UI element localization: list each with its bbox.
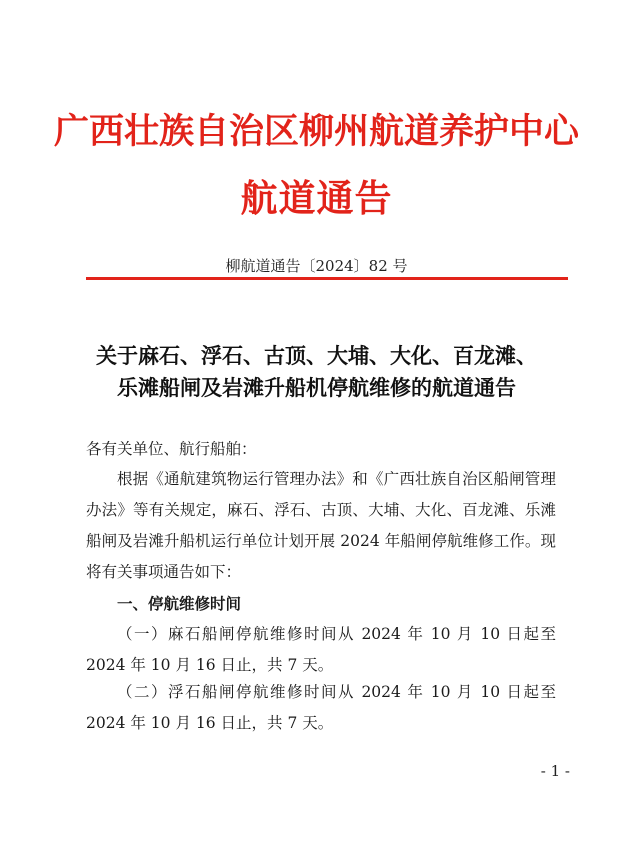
list-item: （一）麻石船闸停航维修时间从 2024 年 10 月 10 日起至 2024 年 10 月 16 日止，共 7 天。	[86, 625, 556, 674]
list-item: （二）浮石船闸停航维修时间从 2024 年 10 月 10 日起至 2024 年 10 月 16 日止，共 7 天。	[86, 683, 556, 732]
document-number: 柳航道通告〔2024〕82 号	[225, 257, 408, 275]
organization-name: 广西壮族自治区柳州航道养护中心	[53, 111, 579, 152]
subject-line-2: 乐滩船闸及岩滩升船机停航维修的航道通告	[117, 375, 516, 400]
salutation: 各有关单位、航行船舶：	[86, 440, 257, 458]
red-divider-line	[86, 277, 568, 280]
notice-subject	[60, 340, 573, 404]
notice-type-title: 航道通告	[240, 176, 393, 220]
page-number: - 1 -	[540, 762, 570, 780]
section-heading: 一、停航维修时间	[117, 594, 242, 613]
body-paragraph: 根据《通航建筑物运行管理办法》和《广西壮族自治区船闸管理办法》等有关规定，麻石、浮石、古顶、大埔、大化、百龙滩、乐滩船闸及岩滩升船机运行单位计划开展 2024 年船闸停航维修工作。现将有关事项通告如下：	[86, 470, 556, 581]
subject-line-1: 关于麻石、浮石、古顶、大埔、大化、百龙滩、	[96, 343, 537, 368]
